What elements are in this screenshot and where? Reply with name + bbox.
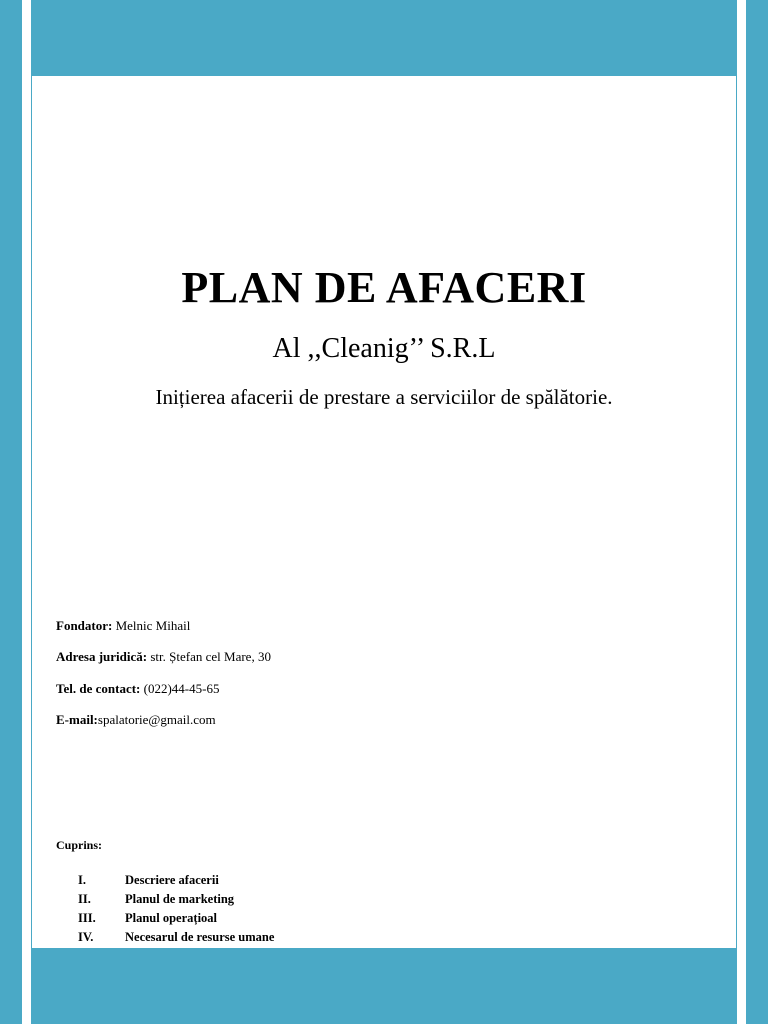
document-title: PLAN DE AFACERI [181,263,587,312]
phone-line [56,681,219,697]
contents-list [78,871,274,947]
contents-item [78,928,274,947]
founder-line [56,618,190,634]
contents-item-label: Necesarul de resurse umane [125,930,275,944]
contents-item-label: Planul operațioal [125,911,218,925]
right-border-gap [737,0,746,1024]
address-value: str. Ștefan cel Mare, 30 [147,649,271,664]
left-border-band [0,0,22,1024]
contents-heading: Cuprins: [56,838,103,852]
company-name: Al ,,Cleanig’’ S.R.L [272,333,496,364]
contents-item-number: II. [78,892,91,906]
address-line [56,649,271,665]
email-label: E-mail: [56,712,98,727]
right-border-band [746,0,768,1024]
phone-value: (022)44-45-65 [140,681,220,696]
contents-item-label: Descriere afacerii [125,873,219,887]
top-left-band-corner [0,0,22,76]
contents-item-number: III. [78,911,96,925]
founder-label: Fondator: [56,618,113,633]
footer-band [32,948,736,1024]
top-right-band-corner [746,0,768,76]
bottom-right-band-corner [746,948,768,1024]
email-value: spalatorie@gmail.com [97,712,216,727]
left-border-gap [22,0,31,1024]
email-line [56,712,216,728]
contents-item-number: IV. [78,930,94,944]
contents-item [78,909,274,928]
contents-item-number: I. [78,873,86,887]
contents-item [78,890,274,909]
contents-item [78,871,274,890]
address-label: Adresa juridică: [56,649,148,664]
contents-item-label: Planul de marketing [125,892,235,906]
phone-label: Tel. de contact: [56,681,141,696]
founder-value: Melnic Mihail [112,618,191,633]
header-band [32,0,736,76]
document-subtitle: Inițierea afacerii de prestare a serviciilor de spălătorie. [155,385,613,409]
bottom-left-band-corner [0,948,22,1024]
